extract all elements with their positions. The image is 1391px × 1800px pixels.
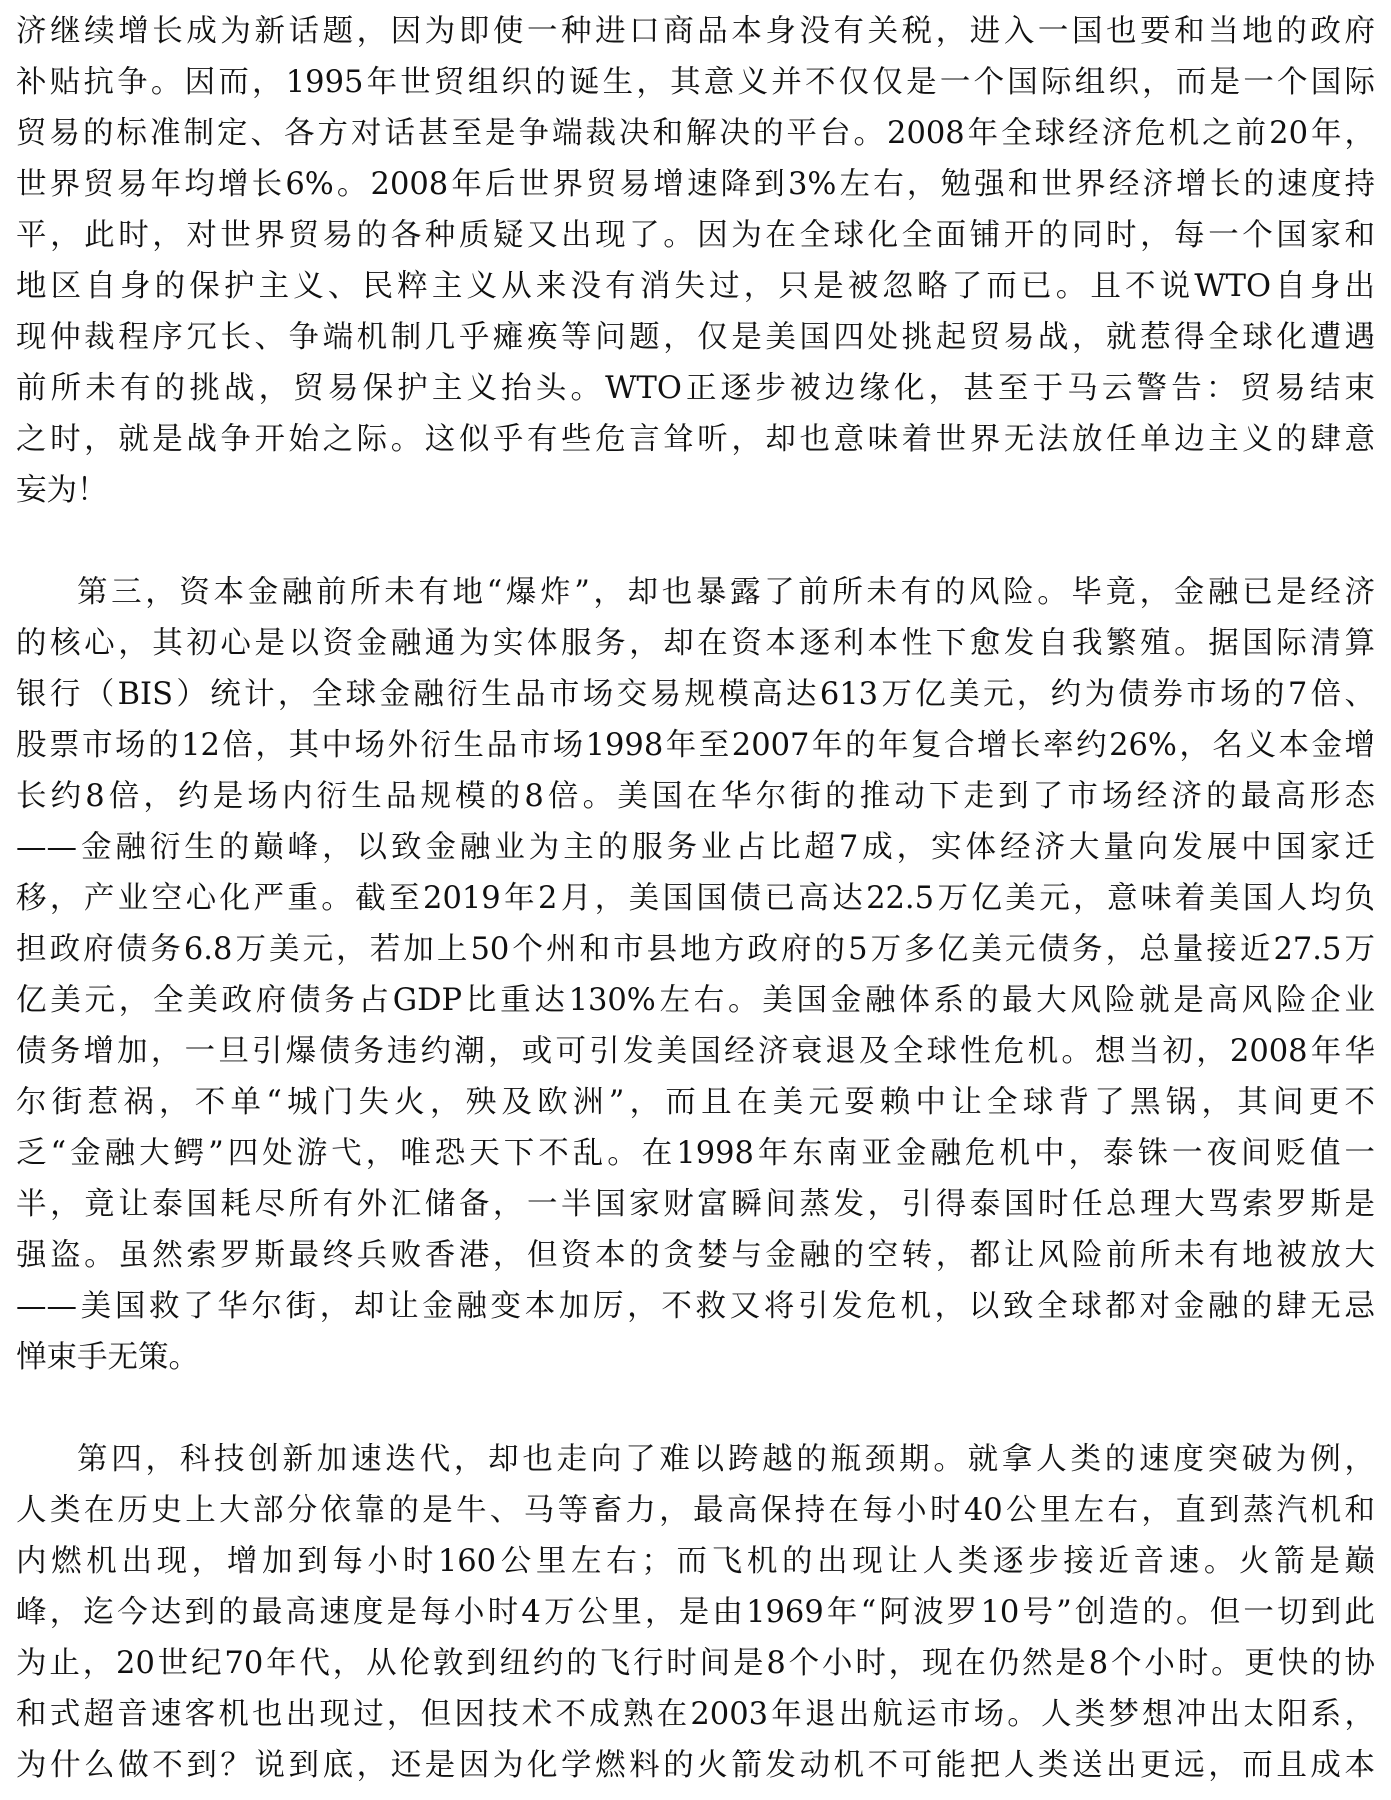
text-line: ——美国救了华尔街，却让金融变本加厉，不救又将引发危机，以致全球都对金融的肆无忌	[16, 1289, 1375, 1324]
paragraph-gap	[16, 516, 1375, 567]
text-line: 长约8倍，约是场内衍生品规模的8倍。美国在华尔街的推动下走到了市场经济的最高形态	[16, 779, 1375, 814]
text-line: 峰，迄今达到的最高速度是每小时4万公里，是由1969年“阿波罗10号”创造的。但一切到此	[16, 1595, 1375, 1630]
text-line: 亿美元，全美政府债务占GDP比重达130%左右。美国金融体系的最大风险就是高风险企业	[16, 983, 1375, 1018]
text-line: 内燃机出现，增加到每小时160公里左右；而飞机的出现让人类逐步接近音速。火箭是巅	[16, 1544, 1375, 1579]
text-line: 担政府债务6.8万美元，若加上50个州和市县地方政府的5万多亿美元债务，总量接近27.5万	[16, 932, 1375, 967]
text-line: 半，竟让泰国耗尽所有外汇储备，一半国家财富瞬间蒸发，引得泰国时任总理大骂索罗斯是	[16, 1187, 1375, 1222]
text-line: 银行（BIS）统计，全球金融衍生品市场交易规模高达613万亿美元，约为债券市场的7倍、	[16, 677, 1375, 712]
text-line: 的核心，其初心是以资金融通为实体服务，却在资本逐利本性下愈发自我繁殖。据国际清算	[16, 626, 1375, 661]
text-line: 股票市场的12倍，其中场外衍生品市场1998年至2007年的年复合增长率约26%，名义本金增	[16, 728, 1375, 763]
text-line: 地区自身的保护主义、民粹主义从来没有消失过，只是被忽略了而已。且不说WTO自身出	[16, 269, 1375, 304]
text-line: 之时，就是战争开始之际。这似乎有些危言耸听，却也意味着世界无法放任单边主义的肆意	[16, 422, 1375, 457]
text-line: 尔街惹祸，不单“城门失火，殃及欧洲”，而且在美元耍赖中让全球背了黑锅，其间更不	[16, 1085, 1375, 1120]
paragraph-finance	[16, 567, 1375, 1383]
paragraph-gap	[16, 1383, 1375, 1434]
text-line: 为止，20世纪70年代，从伦敦到纽约的飞行时间是8个小时，现在仍然是8个小时。更快的协	[16, 1646, 1375, 1681]
text-line: 第四，科技创新加速迭代，却也走向了难以跨越的瓶颈期。就拿人类的速度突破为例，	[77, 1442, 1375, 1477]
paragraph-technology	[16, 1434, 1375, 1791]
text-line: 前所未有的挑战，贸易保护主义抬头。WTO正逐步被边缘化，甚至于马云警告：贸易结束	[16, 371, 1375, 406]
text-line: 济继续增长成为新话题，因为即使一种进口商品本身没有关税，进入一国也要和当地的政府	[16, 14, 1375, 49]
paragraph-trade	[16, 6, 1375, 516]
text-line: 债务增加，一旦引爆债务违约潮，或可引发美国经济衰退及全球性危机。想当初，2008年华	[16, 1034, 1375, 1069]
text-line: 补贴抗争。因而，1995年世贸组织的诞生，其意义并不仅仅是一个国际组织，而是一个国际	[16, 65, 1375, 100]
text-line: 乏“金融大鳄”四处游弋，唯恐天下不乱。在1998年东南亚金融危机中，泰铢一夜间贬值一	[16, 1136, 1375, 1171]
text-line: 移，产业空心化严重。截至2019年2月，美国国债已高达22.5万亿美元，意味着美国人均负	[16, 881, 1375, 916]
text-line: 贸易的标准制定、各方对话甚至是争端裁决和解决的平台。2008年全球经济危机之前20年，	[16, 116, 1375, 151]
text-line: 第三，资本金融前所未有地“爆炸”，却也暴露了前所未有的风险。毕竟，金融已是经济	[77, 575, 1375, 610]
text-line: 为什么做不到？说到底，还是因为化学燃料的火箭发动机不可能把人类送出更远，而且成本	[16, 1748, 1375, 1783]
text-line: 现仲裁程序冗长、争端机制几乎瘫痪等问题，仅是美国四处挑起贸易战，就惹得全球化遭遇	[16, 320, 1375, 355]
text-line: 强盗。虽然索罗斯最终兵败香港，但资本的贪婪与金融的空转，都让风险前所未有地被放大	[16, 1238, 1375, 1273]
text-line: 平，此时，对世界贸易的各种质疑又出现了。因为在全球化全面铺开的同时，每一个国家和	[16, 218, 1375, 253]
text-line: 人类在历史上大部分依靠的是牛、马等畜力，最高保持在每小时40公里左右，直到蒸汽机和	[16, 1493, 1375, 1528]
text-line: ——金融衍生的巅峰，以致金融业为主的服务业占比超7成，实体经济大量向发展中国家迁	[16, 830, 1375, 865]
text-line: 和式超音速客机也出现过，但因技术不成熟在2003年退出航运市场。人类梦想冲出太阳系，	[16, 1697, 1375, 1732]
text-line: 惮束手无策。	[16, 1340, 199, 1375]
text-line: 妄为！	[16, 473, 108, 508]
text-line: 世界贸易年均增长6%。2008年后世界贸易增速降到3%左右，勉强和世界经济增长的速度持	[16, 167, 1375, 202]
